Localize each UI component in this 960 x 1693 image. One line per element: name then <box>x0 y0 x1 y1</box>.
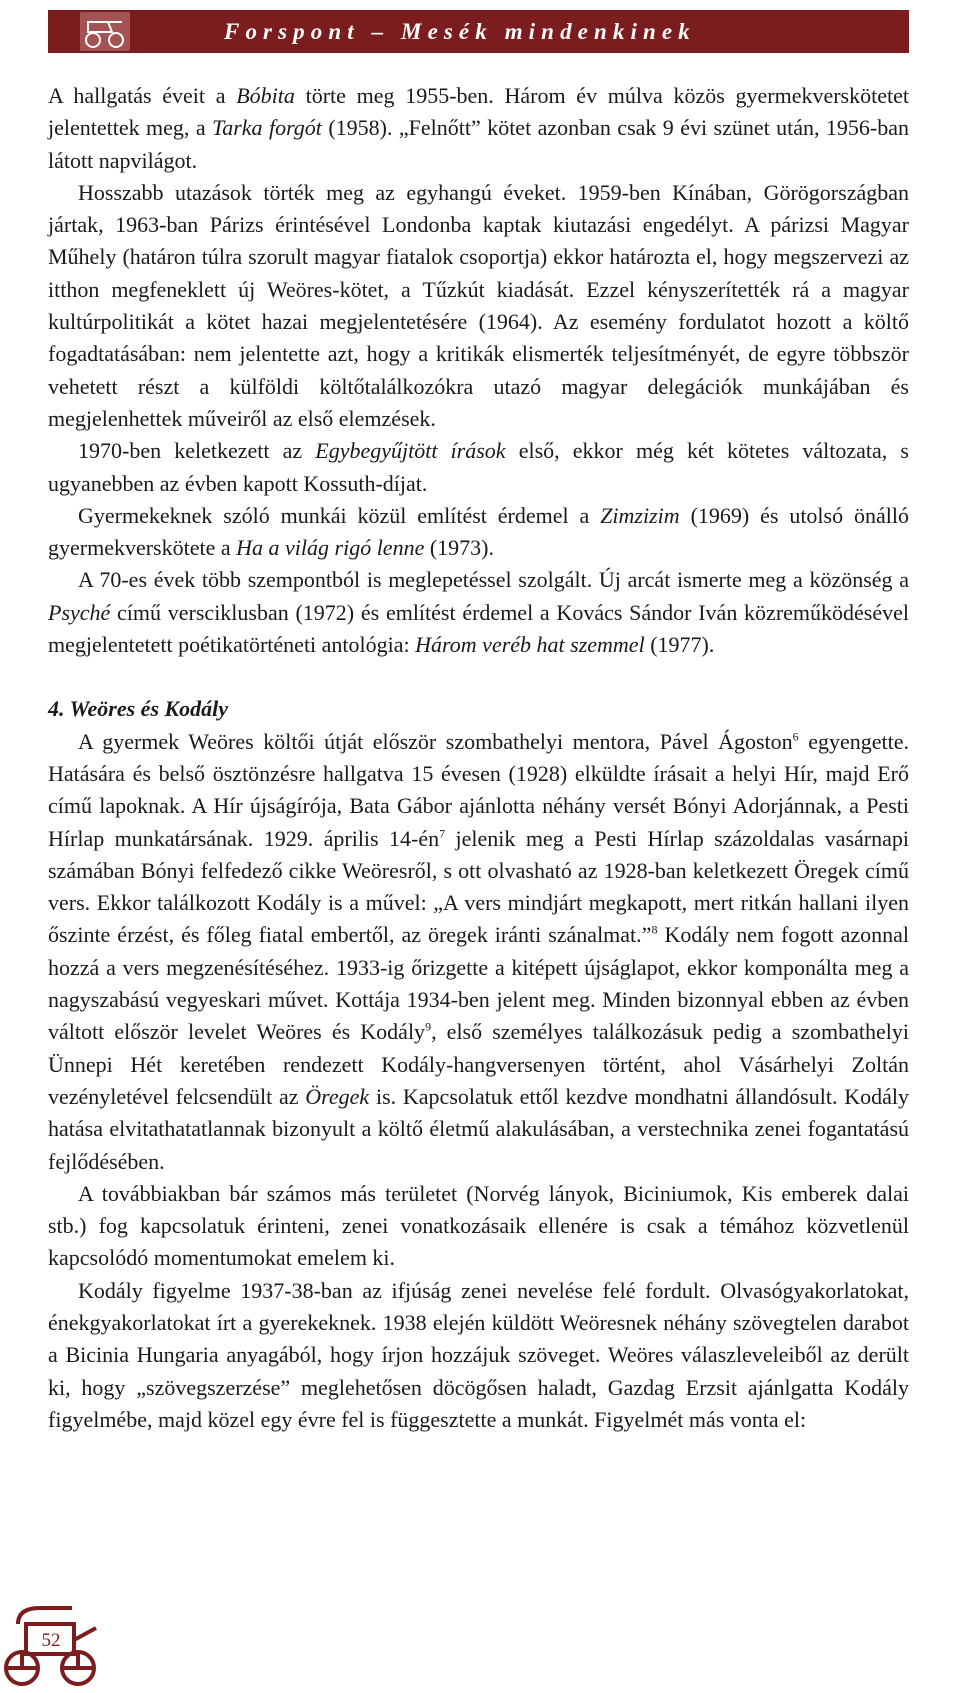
paragraph <box>48 564 909 661</box>
text-run: egyengette. Hatására és belső ösztönzésre hallgatva 15 évesen (1928) elküldte írásait a helyi Hír, majd Erő című lapoknak. A Hír újságírója, Bata Gábor ajánlotta néhány versét Bónyi Adorjánnak, a Pesti Hírlap munkatársának. 1929. április 14-én <box>48 728 909 851</box>
text-run: (1977). <box>644 632 715 658</box>
page-header <box>48 10 909 53</box>
text-run: , első személyes találkozásuk pedig a szombathelyi Ünnepi Hét keretében rendezett Kodály-hangversenyen történt, ahol Vásárhelyi Zoltán vezényletével felcsendült az <box>48 1019 909 1109</box>
footnote-marker: 8 <box>651 923 658 938</box>
text-run: (1973). <box>424 535 494 561</box>
text-run: jelenik meg a Pesti Hírlap százoldalas vasárnapi számában Bónyi felfedező cikke Weöresről, s ott olvasható az 1928-ban keletkezett Öregek című vers. Ekkor találkozott Kodály is a művel: „A vers mindjárt megkapott, mert ritkán hallani ilyen őszinte érzést, és főleg fiatal embertől, az öregek iránti szánalmat.” <box>48 825 909 948</box>
header-title: Forspont – Mesék mindenkinek <box>224 19 696 44</box>
text-run: Kodály nem fogott azonnal hozzá a vers megzenésítéséhez. 1933-ig őrizgette a kitépett újságlapot, ekkor komponálta meg a nagyszabású vegyeskari művet. Kottája 1934-ben jelent meg. Minden bizonnyal ebben az évben váltott először levelet Weöres és Kodály <box>48 922 909 1045</box>
section-spacer <box>48 661 909 693</box>
italic-title: Tarka forgót <box>212 115 322 141</box>
italic-title: Három veréb hat szemmel <box>415 632 645 658</box>
text-run: A gyermek Weöres költői útját először szombathelyi mentora, Pável Ágoston <box>78 728 793 754</box>
text-run: Gyermekeknek szóló munkái közül említést érdemel a <box>78 502 601 528</box>
italic-title: Egybegyűjtött írások <box>315 438 506 464</box>
carriage-icon <box>80 12 130 51</box>
text-run: törte meg 1955-ben. Három év múlva közös gyermekverskötetet jelentettek meg, a <box>48 83 909 141</box>
paragraph <box>48 177 909 435</box>
text-run: Kodály figyelme 1937-38-ban az ifjúság zenei nevelése felé fordult. Olvasógyakorlatokat, énekgyakorlatokat írt a gyerekeknek. 1938 elején küldött Weöresnek néhány szövegtelen darabot a Bicinia Hungaria anyagából, hogy írjon hozzájuk szöveget. Weöres válaszleveleiből az derült ki, hogy „szövegszerzése” meglehetősen döcögősen haladt, Gazdag Erzsit ajánlgatta Kodály figyelmébe, majd közel egy évre fel is függesztette a munkát. Figyelmét más vonta el: <box>48 1277 909 1432</box>
section-paragraph <box>48 726 909 1178</box>
page-number: 52 <box>41 1630 61 1651</box>
text-run: (1958). „Felnőtt” kötet azonban csak 9 évi szünet után, 1956-ban látott napvilágot. <box>48 115 909 173</box>
footnote-marker: 7 <box>439 826 446 841</box>
text-run: 1970-ben keletkezett az <box>78 438 316 464</box>
italic-title: Psyché <box>48 599 111 625</box>
italic-title: Zimzizim <box>600 502 680 528</box>
text-run: Hosszabb utazások törték meg az egyhangú éveket. 1959-ben Kínában, Görögországban jártak, 1963-ban Párizs érintésével Londonba kaptak kiutazási engedélyt. A párizsi Magyar Műhely (határon túlra szorult magyar fiatalok csoportja) ekkor határozta el, hogy megszervezi az itthon megfeneklett új Weöres-kötet, a Tűzkút kiadását. Ezzel kényszerítették rá a magyar kultúrpolitikát a kötet hazai megjelentetésére (1964). Az esemény fordulatot hozott a költő fogadtatásában: nem jelentette azt, hogy a kritikák elismerték teljesítményét, de egyre többször vehetett részt a külföldi költőtalálkozókra utazó magyar delegációk munkájában és megjelenhettek műveiről az első elemzések. <box>48 179 909 431</box>
paragraph <box>48 80 909 177</box>
section-heading: 4. Weöres és Kodály <box>48 696 229 722</box>
footnote-marker: 6 <box>792 729 799 744</box>
italic-title: Bóbita <box>236 83 295 108</box>
article-body <box>48 80 909 1436</box>
text-run: című versciklusban (1972) és említést érdemel a Kovács Sándor Iván közreműködésével megjelentetett poétikatörténeti antológia: <box>48 599 909 658</box>
text-run: A továbbiakban bár számos más területet (Norvég lányok, Biciniumok, Kis emberek dalai stb.) fog kapcsolatuk érinteni, zenei vonatkozásaik ellenére is csak a témához közvetlenül kapcsolódó momentumokat emelem ki. <box>48 1180 909 1271</box>
italic-title: Ha a világ rigó lenne <box>236 535 425 561</box>
text-run: (1969) és utolsó önálló gyermekverskötete a <box>48 502 909 561</box>
section-paragraph <box>48 1178 909 1275</box>
section-paragraph <box>48 1275 909 1436</box>
text-run: A 70-es évek több szempontból is meglepetéssel szolgált. Új arcát ismerte meg a közönség a <box>78 567 909 593</box>
paragraph <box>48 435 909 500</box>
italic-title: Öregek <box>305 1083 370 1109</box>
footnote-marker: 9 <box>425 1019 432 1034</box>
text-run: első, ekkor még két kötetes változata, s ugyanebben az évben kapott Kossuth-díjat. <box>48 438 909 496</box>
text-run: A hallgatás éveit a <box>48 83 237 108</box>
text-run: is. Kapcsolatuk ettől kezdve mondhatni állandósult. Kodály hatása elvitathatatlannak bizonyult a költő életmű alakulásában, a verstechnika zenei fogantatású fejlődésében. <box>48 1083 909 1174</box>
paragraph <box>48 500 909 565</box>
